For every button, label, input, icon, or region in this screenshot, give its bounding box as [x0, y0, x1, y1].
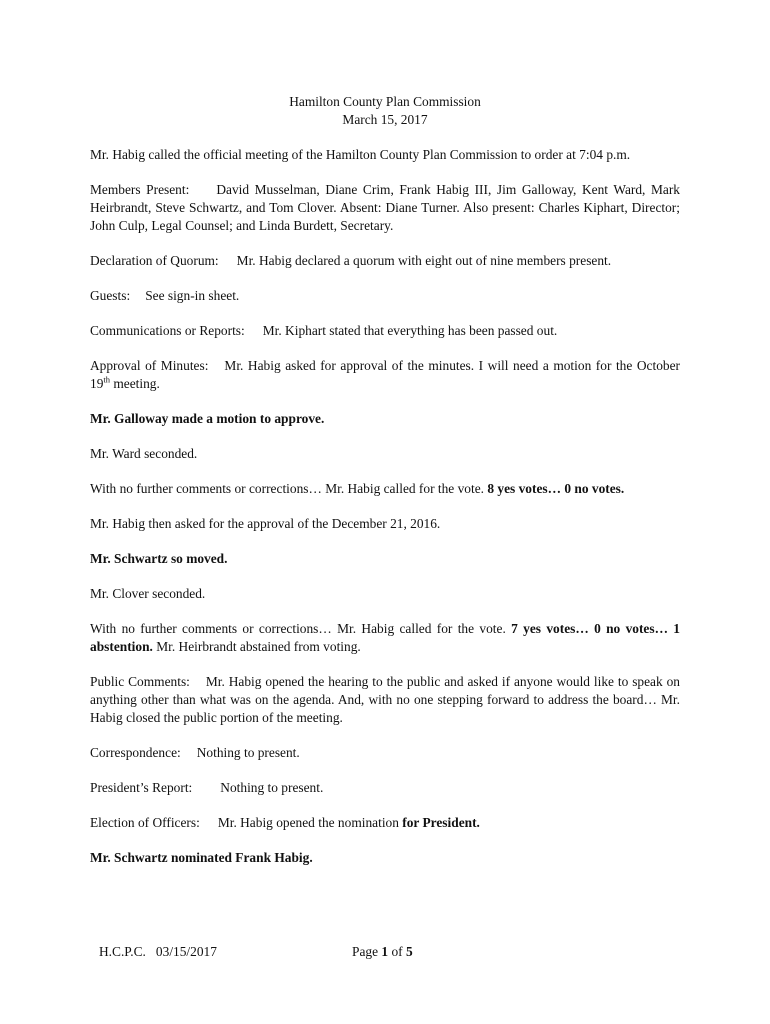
election-text: Mr. Habig opened the nomination — [217, 815, 403, 830]
presidents-report-label: President’s Report: — [90, 780, 193, 795]
correspondence-label: Correspondence: — [90, 745, 181, 760]
guests-text: See sign-in sheet. — [145, 288, 240, 303]
document-body — [90, 93, 680, 884]
correspondence-text: Nothing to present. — [196, 745, 300, 760]
schwartz-moved: Mr. Schwartz so moved. — [90, 551, 228, 566]
presidents-report-paragraph — [90, 779, 680, 797]
document-title: Hamilton County Plan Commission — [289, 94, 481, 109]
document-header — [90, 93, 680, 129]
footer-document-id: H.C.P.C. 03/15/2017 — [99, 944, 217, 959]
vote-2-note: Mr. Heirbrandt abstained from voting. — [152, 639, 361, 654]
minutes-label: Approval of Minutes: — [90, 358, 209, 373]
vote-1-text: With no further comments or corrections… Mr. Habig called for the vote. — [90, 481, 488, 496]
page-total: 5 — [405, 944, 413, 959]
election-office: for President. — [402, 815, 480, 830]
election-label: Election of Officers: — [90, 815, 200, 830]
minutes-ordinal-suffix: th — [103, 374, 111, 385]
page-prefix: Page — [352, 944, 382, 959]
election-paragraph — [90, 814, 680, 832]
approval-of-minutes-paragraph — [90, 357, 680, 393]
vote-1-paragraph — [90, 480, 680, 498]
quorum-paragraph — [90, 252, 680, 270]
clover-second: Mr. Clover seconded. — [90, 586, 206, 601]
correspondence-paragraph — [90, 744, 680, 762]
vote-2-result: 7 yes votes… 0 no votes… 1 abstention. — [90, 621, 680, 654]
members-present-label: Members Present: — [90, 182, 190, 197]
public-comments-label: Public Comments: — [90, 674, 190, 689]
public-comments-text: Mr. Habig opened the hearing to the public and asked if anyone would like to speak on anything other than what was on the agenda. And, with no one stepping forward to address the board… Mr. Habig closed the public portion of the meeting. — [90, 674, 680, 725]
quorum-text: Mr. Habig declared a quorum with eight out of nine members present. — [236, 253, 612, 268]
communications-paragraph — [90, 322, 680, 340]
members-present-text: David Musselman, Diane Crim, Frank Habig III, Jim Galloway, Kent Ward, Mark Heirbrandt, Steve Schwartz, and Tom Clover. Absent: Diane Turner. Also present: Charles Kiphart, Director; John Culp, Legal Counsel; and Linda Burdett, Secretary. — [90, 182, 680, 233]
schwartz-nomination: Mr. Schwartz nominated Frank Habig. — [90, 850, 313, 865]
page-of: of — [388, 944, 406, 959]
call-to-order-paragraph: Mr. Habig called the official meeting of the Hamilton County Plan Commission to order at 7:04 p.m. — [90, 147, 631, 162]
page-current: 1 — [381, 944, 389, 959]
communications-label: Communications or Reports: — [90, 323, 245, 338]
members-present-paragraph — [90, 181, 680, 235]
guests-paragraph — [90, 287, 680, 305]
vote-2-paragraph — [90, 620, 680, 656]
guests-label: Guests: — [90, 288, 131, 303]
vote-1-result: 8 yes votes… 0 no votes. — [487, 481, 625, 496]
presidents-report-text: Nothing to present. — [220, 780, 324, 795]
public-comments-paragraph — [90, 673, 680, 727]
quorum-label: Declaration of Quorum: — [90, 253, 219, 268]
ward-second: Mr. Ward seconded. — [90, 446, 198, 461]
minutes-text: Mr. Habig asked for approval of the minutes. I will need a motion for the October 19 — [90, 358, 680, 391]
page-number — [352, 943, 413, 961]
vote-2-text: With no further comments or corrections… Mr. Habig called for the vote. — [90, 621, 512, 636]
galloway-motion: Mr. Galloway made a motion to approve. — [90, 411, 325, 426]
communications-text: Mr. Kiphart stated that everything has been passed out. — [262, 323, 558, 338]
december-approval-paragraph: Mr. Habig then asked for the approval of the December 21, 2016. — [90, 516, 441, 531]
minutes-text-end: meeting. — [110, 376, 160, 391]
meeting-date: March 15, 2017 — [342, 112, 428, 127]
